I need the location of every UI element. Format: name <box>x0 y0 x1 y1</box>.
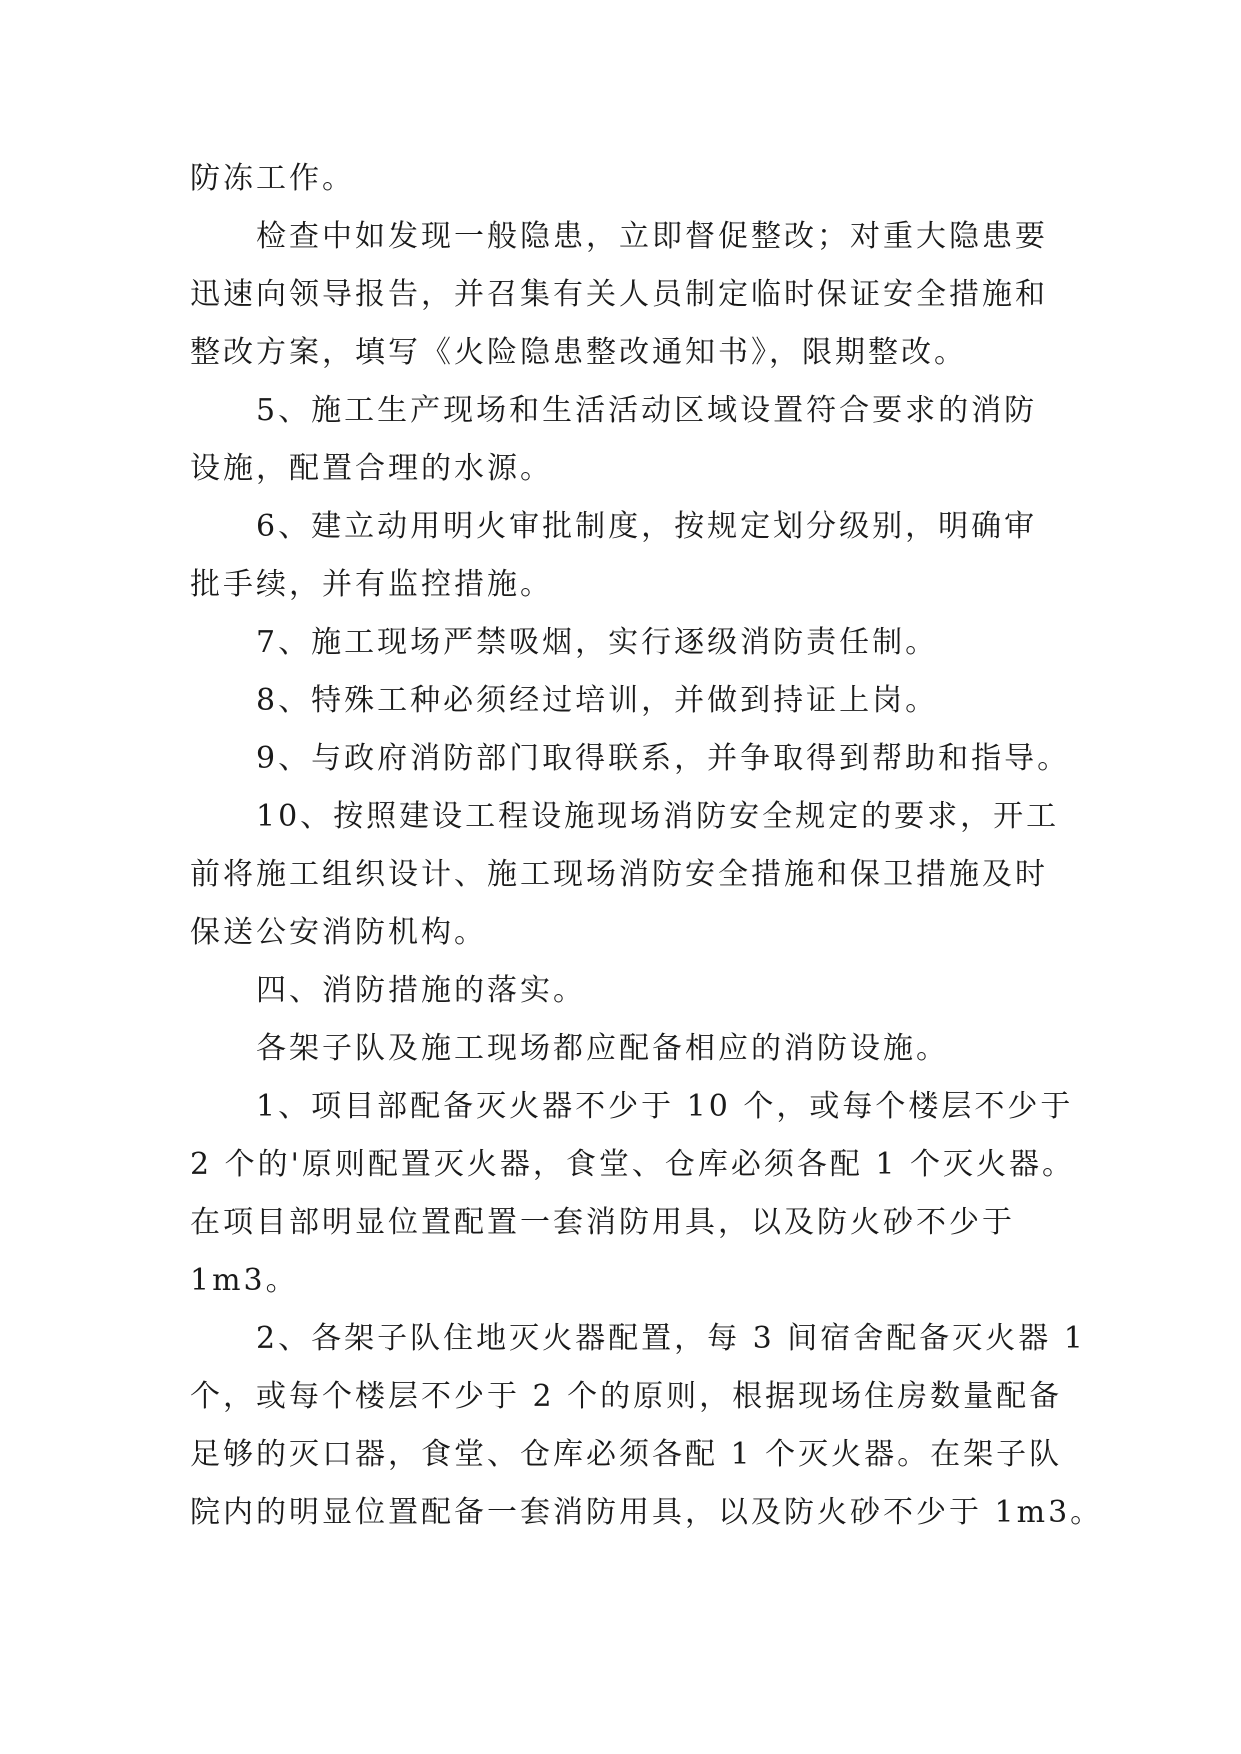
text-line: 保送公安消防机构。 <box>190 915 487 950</box>
text-line: 在项目部明显位置配置一套消防用具，以及防火砂不少于 <box>190 1205 1015 1240</box>
text-line: 5、施工生产现场和生活活动区域设置符合要求的消防 <box>256 393 1038 428</box>
text-line: 个，或每个楼层不少于 2 个的原则，根据现场住房数量配备 <box>190 1379 1063 1414</box>
text-line: 1m3。 <box>190 1263 299 1298</box>
text-line: 7、施工现场严禁吸烟，实行逐级消防责任制。 <box>256 625 939 660</box>
text-line: 检查中如发现一般隐患，立即督促整改；对重大隐患要 <box>256 219 1048 254</box>
text-line: 9、与政府消防部门取得联系，并争取得到帮助和指导。 <box>256 741 1071 776</box>
text-line: 1、项目部配备灭火器不少于 10 个，或每个楼层不少于 <box>256 1089 1074 1124</box>
text-line: 6、建立动用明火审批制度，按规定划分级别，明确审 <box>256 509 1038 544</box>
text-line: 各架子队及施工现场都应配备相应的消防设施。 <box>256 1031 949 1066</box>
text-line: 迅速向领导报告，并召集有关人员制定临时保证安全措施和 <box>190 277 1048 312</box>
text-line: 8、特殊工种必须经过培训，并做到持证上岗。 <box>256 683 939 718</box>
text-line: 设施，配置合理的水源。 <box>190 451 553 486</box>
text-line: 院内的明显位置配备一套消防用具，以及防火砂不少于 1m3。 <box>190 1495 1104 1530</box>
document-body <box>190 150 1104 1542</box>
text-line: 防冻工作。 <box>190 161 355 196</box>
text-line: 10、按照建设工程设施现场消防安全规定的要求，开工 <box>256 799 1060 834</box>
text-line: 批手续，并有监控措施。 <box>190 567 553 602</box>
text-line: 足够的灭口器，食堂、仓库必须各配 1 个灭火器。在架子队 <box>190 1437 1063 1472</box>
text-line: 整改方案，填写《火险隐患整改通知书》，限期整改。 <box>190 335 967 370</box>
text-line: 2、各架子队住地灭火器配置，每 3 间宿舍配备灭火器 1 <box>256 1321 1086 1356</box>
text-line: 四、消防措施的落实。 <box>256 973 586 1008</box>
text-line: 前将施工组织设计、施工现场消防安全措施和保卫措施及时 <box>190 857 1048 892</box>
text-line: 2 个的'原则配置灭火器，食堂、仓库必须各配 1 个灭火器。 <box>190 1147 1076 1182</box>
